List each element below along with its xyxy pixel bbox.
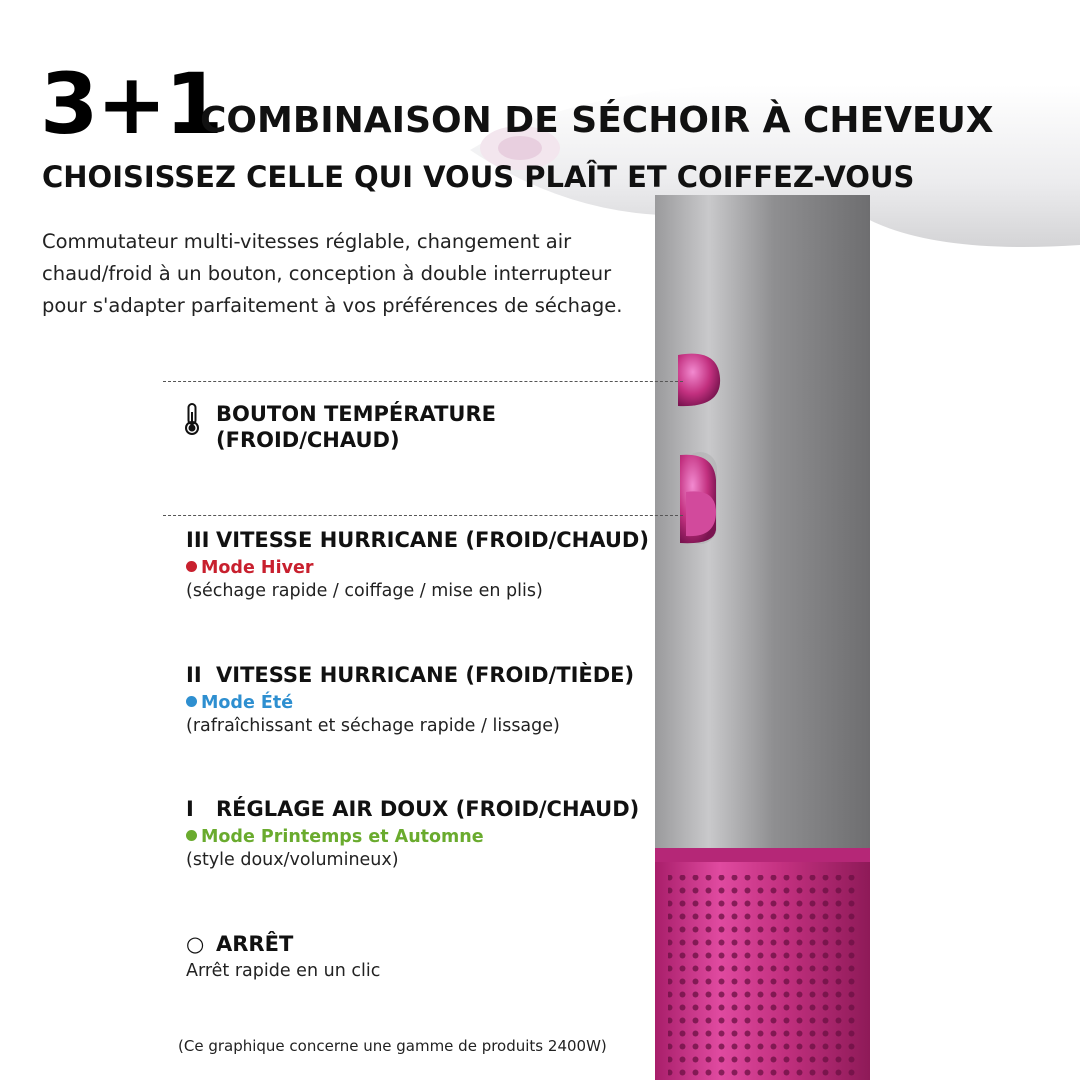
feature-speed-2-title [186, 663, 634, 688]
feature-temperature-title-line1: BOUTON TEMPÉRATURE [216, 402, 496, 426]
page-title: COMBINAISON DE SÉCHOIR À CHEVEUX [200, 100, 994, 141]
feature-speed-3-title-text: VITESSE HURRICANE (FROID/CHAUD) [216, 528, 649, 552]
speed-2-glyph: II [186, 663, 202, 687]
feature-speed-2 [186, 663, 634, 738]
page-subtitle: CHOISISSEZ CELLE QUI VOUS PLAÎT ET COIFFEZ-VOUS [42, 160, 915, 194]
mode-spring-autumn-text: Mode Printemps et Automne [201, 827, 484, 847]
mode-winter-label [186, 557, 649, 579]
feature-off-title [186, 932, 380, 957]
intro-paragraph: Commutateur multi-vitesses réglable, changement air chaud/froid à un bouton, conception à double interrupteur pour s'adapter parfaitement à vos préférences de séchage. [42, 230, 623, 317]
feature-temperature-title-line2: (FROID/CHAUD) [216, 428, 400, 452]
footnote: (Ce graphique concerne une gamme de produits 2400W) [178, 1037, 607, 1055]
feature-speed-3 [186, 528, 649, 603]
feature-speed-2-desc: (rafraîchissant et séchage rapide / lissage) [186, 716, 560, 736]
mode-summer-dot [186, 696, 197, 707]
leader-line-speed [163, 515, 683, 516]
mode-winter-text: Mode Hiver [201, 558, 314, 578]
feature-speed-1-title [186, 797, 639, 822]
off-circle-icon: ○ [186, 932, 205, 956]
mode-summer-label [186, 692, 634, 714]
speed-1-glyph: I [186, 797, 194, 821]
mode-spring-autumn-dot [186, 830, 197, 841]
feature-off [186, 932, 380, 983]
speed-3-glyph: III [186, 528, 210, 552]
thermometer-icon [180, 402, 204, 436]
feature-speed-1-desc: (style doux/volumineux) [186, 850, 399, 870]
feature-off-title-text: ARRÊT [216, 932, 294, 956]
mode-summer-text: Mode Été [201, 693, 294, 713]
feature-speed-3-title [186, 528, 649, 553]
mode-spring-autumn-label [186, 826, 639, 848]
feature-speed-1-title-text: RÉGLAGE AIR DOUX (FROID/CHAUD) [216, 797, 640, 821]
feature-speed-2-title-text: VITESSE HURRICANE (FROID/TIÈDE) [216, 663, 635, 687]
feature-speed-1 [186, 797, 639, 872]
big-number-heading: 3+1 [40, 55, 222, 153]
mode-winter-dot [186, 561, 197, 572]
leader-line-temperature [163, 381, 683, 382]
feature-speed-3-desc: (séchage rapide / coiffage / mise en plis) [186, 581, 543, 601]
feature-off-desc: Arrêt rapide en un clic [186, 961, 381, 981]
